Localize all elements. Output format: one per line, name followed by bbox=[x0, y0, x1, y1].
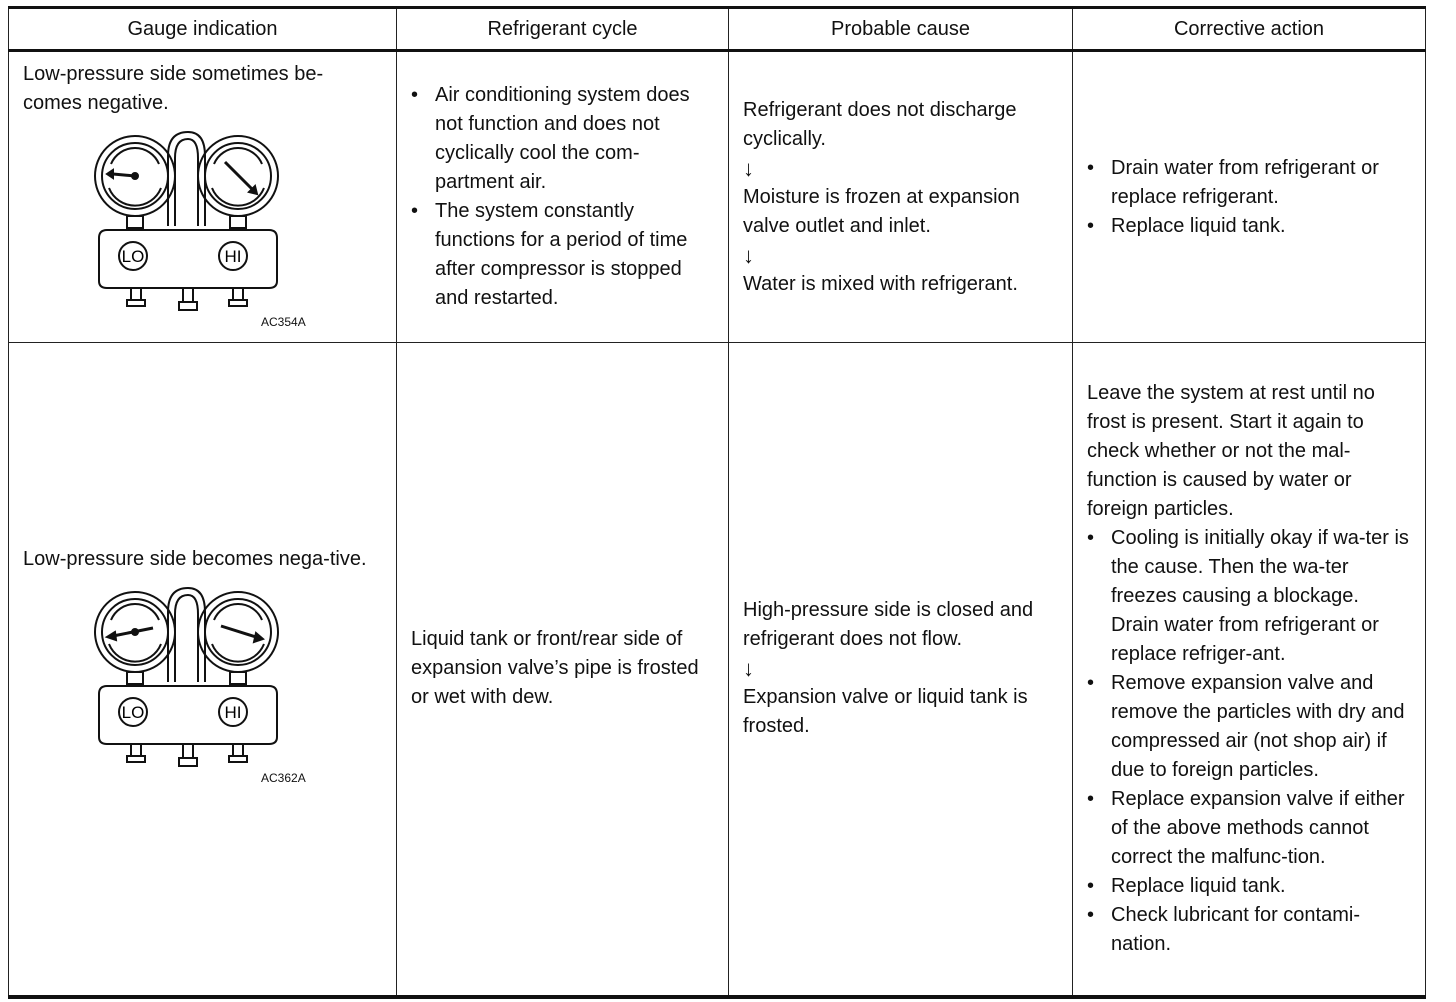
down-arrow-icon: ↓ bbox=[743, 155, 754, 181]
gauge-indication-text: Low-pressure side sometimes be-comes negative. bbox=[23, 63, 324, 114]
manifold-gauge-illustration bbox=[93, 582, 323, 786]
corrective-action-list bbox=[1087, 154, 1411, 241]
list-item: • Drain water from refrigerant or replace refrigerant. bbox=[1087, 154, 1411, 212]
probable-cause-cell bbox=[729, 343, 1073, 997]
table-row bbox=[9, 343, 1426, 997]
corrective-action-intro: Leave the system at rest until no frost is present. Start it again to check whether or not the mal-function is caused by water or foreign particles. bbox=[1087, 381, 1375, 520]
refrigerant-cycle-cell bbox=[397, 343, 729, 997]
header-row bbox=[9, 8, 1426, 51]
hi-label: HI bbox=[224, 703, 242, 723]
corrective-action-cell bbox=[1073, 51, 1426, 343]
manifold-gauge-figure bbox=[93, 126, 323, 336]
cause-line: Refrigerant does not discharge cyclically. bbox=[743, 98, 1017, 150]
corrective-action-cell bbox=[1073, 343, 1426, 997]
cause-line: High-pressure side is closed and refrigerant does not flow. bbox=[743, 599, 1034, 651]
lo-label: LO bbox=[121, 703, 145, 723]
manifold-gauge-figure bbox=[93, 582, 323, 792]
cause-line: Moisture is frozen at expansion valve outlet and inlet. bbox=[743, 185, 1020, 237]
probable-cause-cell bbox=[729, 51, 1073, 343]
header-corrective-action: Corrective action bbox=[1073, 8, 1426, 51]
down-arrow-icon: ↓ bbox=[743, 656, 754, 682]
refrigerant-cycle-text: Liquid tank or front/rear side of expansion valve’s pipe is frosted or wet with dew. bbox=[411, 628, 699, 709]
cause-line: Expansion valve or liquid tank is frosted. bbox=[743, 686, 1028, 738]
table-row bbox=[9, 51, 1426, 343]
refrigerant-cycle-list bbox=[411, 81, 714, 313]
hi-label: HI bbox=[224, 247, 242, 266]
figure-code: AC354A bbox=[261, 315, 306, 329]
gauge-indication-cell bbox=[9, 51, 397, 343]
list-item: • Cooling is initially okay if wa-ter is the cause. Then the wa-ter freezes causing a blockage. Drain water from refrigerant or replace refriger-ant. bbox=[1087, 524, 1411, 669]
down-arrow-icon: ↓ bbox=[743, 242, 754, 268]
header-gauge-indication: Gauge indication bbox=[9, 8, 397, 51]
gauge-indication-text: Low-pressure side becomes nega-tive. bbox=[23, 548, 367, 571]
list-item: • Air conditioning system does not function and does not cyclically cool the com-partment air. bbox=[411, 81, 714, 197]
figure-code: AC362A bbox=[261, 771, 306, 786]
troubleshooting-table-container bbox=[8, 6, 1425, 999]
troubleshooting-table bbox=[8, 6, 1426, 999]
list-item: • Replace liquid tank. bbox=[1087, 212, 1411, 241]
refrigerant-cycle-cell bbox=[397, 51, 729, 343]
list-item: • Replace liquid tank. bbox=[1087, 872, 1411, 901]
header-refrigerant-cycle: Refrigerant cycle bbox=[397, 8, 729, 51]
header-probable-cause: Probable cause bbox=[729, 8, 1073, 51]
list-item: • Check lubricant for contami-nation. bbox=[1087, 901, 1411, 959]
list-item: • Replace expansion valve if either of the above methods cannot correct the malfunc-tion. bbox=[1087, 785, 1411, 872]
manifold-gauge-illustration bbox=[93, 126, 323, 329]
list-item: • The system constantly functions for a period of time after compressor is stopped and restarted. bbox=[411, 197, 714, 313]
lo-label: LO bbox=[121, 247, 145, 266]
list-item: • Remove expansion valve and remove the particles with dry and compressed air (not shop air) if due to foreign particles. bbox=[1087, 669, 1411, 785]
gauge-indication-cell bbox=[9, 343, 397, 997]
corrective-action-list bbox=[1087, 524, 1411, 959]
cause-line: Water is mixed with refrigerant. bbox=[743, 272, 1018, 295]
